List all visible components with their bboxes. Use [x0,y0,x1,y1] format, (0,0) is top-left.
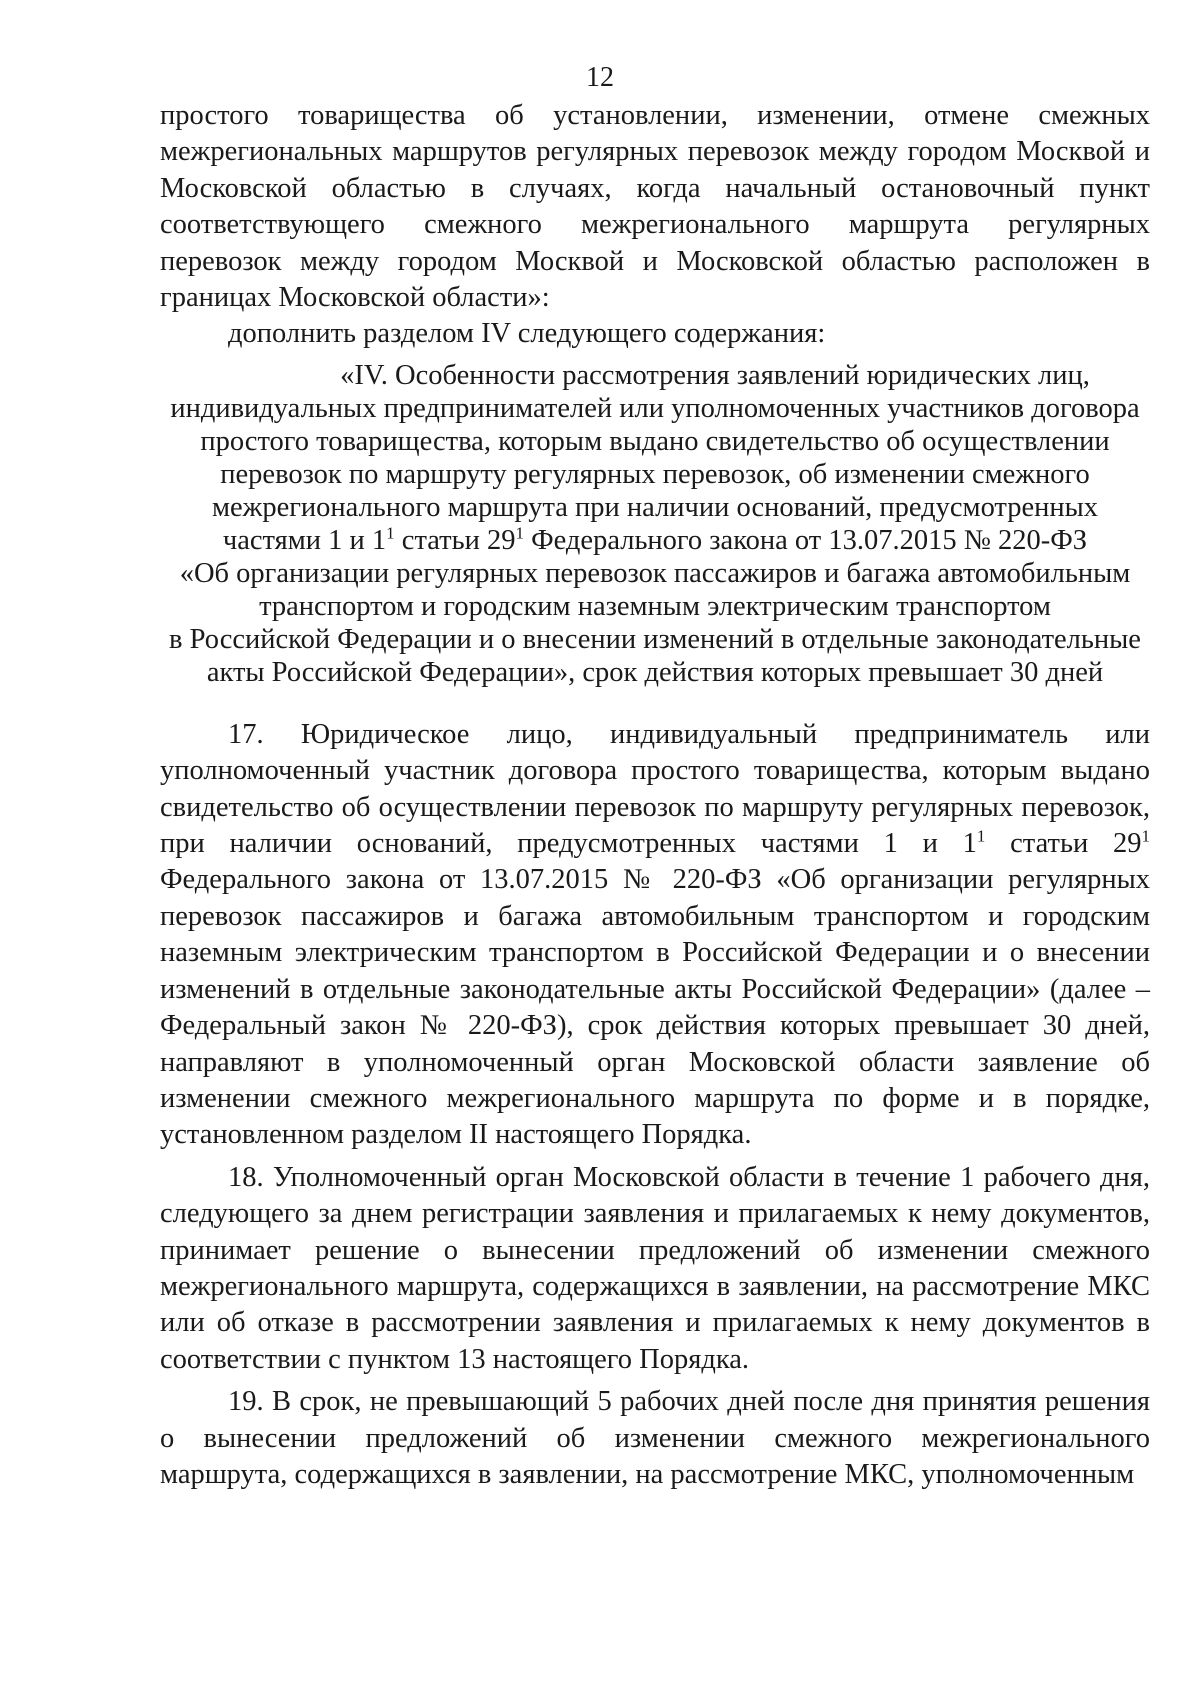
heading-text: частями 1 и 1 [222,524,387,556]
add-section-line: дополнить разделом IV следующего содержания: [228,318,826,350]
superscript: 1 [976,826,986,846]
intro-paragraph: простого товарищества об установлении, изменении, отмене смежных межрегиональных маршрутов регулярных перевозок между городом Москвой и Московской областью в случаях, когда начальный остановочный пункт соответствующего смежного межрегионального маршрута регулярных перевозок между городом Москвой и Московской областью расположен в границах Московской области»: [160,100,1150,314]
heading-line [160,524,1150,557]
heading-text: статьи 29 [394,524,516,556]
paragraph-18: 18. Уполномоченный орган Московской области в течение 1 рабочего дня, следующего за днем регистрации заявления и прилагаемых к нему документов, принимает решение о вынесении предложений об изменении смежного межрегионального маршрута, содержащихся в заявлении, на рассмотрение МКС или об отказе в рассмотрении заявления и прилагаемых к нему документов в соответствии с пунктом 13 настоящего Порядка. [160,1161,1150,1375]
superscript: 1 [386,523,395,543]
p17-text: 17. Юридическое лицо, индивидуальный предприниматель или уполномоченный участник договора простого товарищества, которым выдано свидетельство об осуществлении перевозок по маршруту регулярных перевозок, при наличии оснований, предусмотренных частями 1 и 1 [160,718,1150,860]
document-body [160,98,1150,1493]
heading-line: транспортом и городским наземным электрическим транспортом [259,590,1051,622]
heading-text: Федерального закона от 13.07.2015 № 220-ФЗ [524,524,1088,556]
paragraph-17 [160,717,1150,1154]
heading-line: межрегионального маршрута при наличии оснований, предусмотренных [211,491,1099,523]
heading-line: «IV. Особенности рассмотрения заявлений юридических лиц, [340,359,1090,391]
section-heading [160,359,1150,689]
heading-line: индивидуальных предпринимателей или уполномоченных участников договора [170,392,1140,424]
paragraph-19: 19. В срок, не превышающий 5 рабочих дней после дня принятия решения о вынесении предложений об изменении смежного межрегионального маршрута, содержащихся в заявлении, на рассмотрение МКС, уполномоченным [160,1386,1150,1490]
heading-line: акты Российской Федерации», срок действия которых превышает 30 дней [206,656,1104,688]
page-number: 12 [586,62,614,93]
heading-line: простого товарищества, которым выдано свидетельство об осуществлении [200,425,1110,457]
heading-line: «Об организации регулярных перевозок пассажиров и багажа автомобильным [179,557,1131,589]
superscript: 1 [515,523,524,543]
superscript: 1 [1141,826,1150,846]
spacer [160,689,1150,717]
heading-line: перевозок по маршруту регулярных перевозок, об изменении смежного [220,458,1090,490]
p17-text: статьи 29 [985,828,1142,860]
heading-line: в Российской Федерации и о внесении изменений в отдельные законодательные [169,623,1141,655]
p17-text: Федерального закона от 13.07.2015 № 220-ФЗ «Об организации регулярных перевозок пассажиров и багажа автомобильным транспортом и городским наземным электрическим транспортом в Российской Федерации и о внесении изменений в отдельные законодательные акты Российской Федерации» (далее – Федеральный закон № 220-ФЗ), срок действия которых превышает 30 дней, направляют в уполномоченный орган Московской области заявление об изменении смежного межрегионального маршрута по форме и в порядке, установленном разделом II настоящего Порядка. [160,864,1150,1151]
